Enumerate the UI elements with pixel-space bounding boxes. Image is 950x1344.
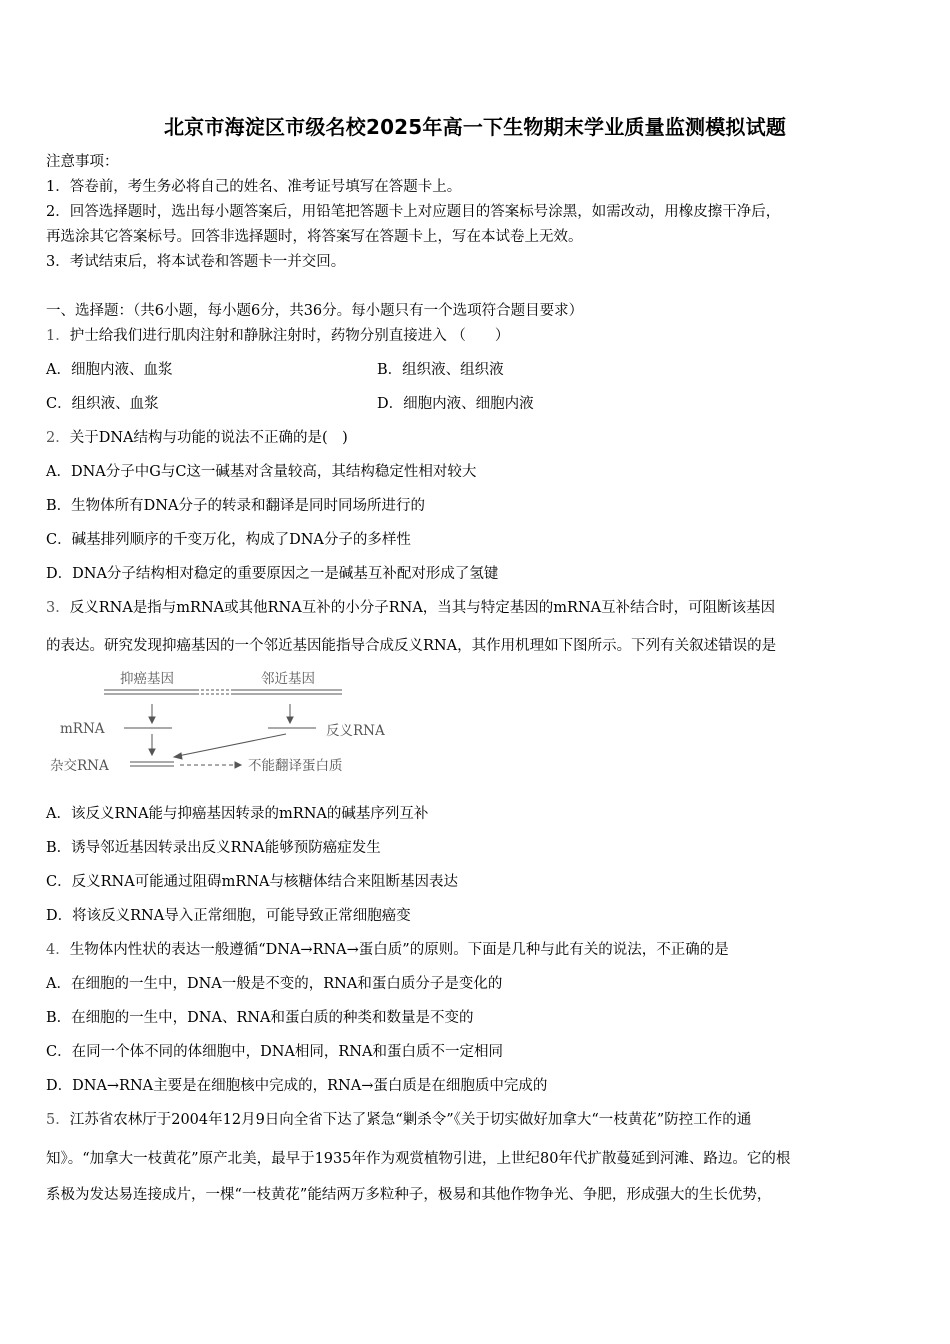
question-5-line-1 — [46, 1110, 916, 1130]
result-label: 不能翻译蛋白质 — [248, 758, 343, 774]
question-number: 4． — [46, 942, 70, 958]
section-heading: 一、选择题：（共6小题，每小题6分，共36分。每小题只有一个选项符合题目要求） — [46, 303, 584, 319]
option-d: D．将该反义RNA导入正常细胞，可能导致正常细胞癌变 — [46, 908, 411, 924]
transcription-arrow-right — [287, 704, 293, 723]
question-text: 反义RNA是指与mRNA或其他RNA互补的小分子RNA，当其与特定基因的mRNA互补结合时，可阻断该基因 — [69, 600, 776, 616]
question-text: 护士给我们进行肌肉注射和静脉注射时，药物分别直接进入 （ ） — [69, 328, 510, 344]
notice-item-1: 1．答卷前，考生务必将自己的姓名、准考证号填写在答题卡上。 — [46, 179, 462, 195]
question-text: 江苏省农林厅于2004年12月9日向全省下达了紧急“剿杀令”《关于切实做好加拿大“一枝黄花”防控工作的通 — [69, 1112, 752, 1128]
gene2-label: 邻近基因 — [261, 671, 315, 687]
option-c: C．在同一个体不同的体细胞中，DNA相同，RNA和蛋白质不一定相同 — [46, 1044, 503, 1060]
option-d: D．DNA→RNA主要是在细胞核中完成的，RNA→蛋白质是在细胞质中完成的 — [46, 1078, 548, 1094]
question-number: 2． — [46, 430, 70, 446]
option-b: B．诱导邻近基因转录出反义RNA能够预防癌症发生 — [46, 840, 381, 856]
option-d: D．DNA分子结构相对稳定的重要原因之一是碱基互补配对形成了氢键 — [46, 566, 499, 582]
no-translation-arrow — [180, 762, 241, 768]
mrna-down-arrow — [149, 734, 155, 755]
question-3-stem-line-2: 的表达。研究发现抑癌基因的一个邻近基因能指导合成反义RNA，其作用机理如下图所示。下列有关叙述错误的是 — [46, 638, 777, 654]
question-text: 生物体内性状的表达一般遵循“DNA→RNA→蛋白质”的原则。下面是几种与此有关的说法，不正确的是 — [69, 942, 729, 958]
hybrid-rna-strand — [130, 762, 174, 766]
mrna-label: mRNA — [60, 721, 105, 737]
option-b: B．生物体所有DNA分子的转录和翻译是同时同场所进行的 — [46, 498, 425, 514]
question-1-options-row-1 — [46, 360, 916, 380]
option-d: D．细胞内液、细胞内液 — [377, 396, 534, 412]
option-a: A．该反义RNA能与抑癌基因转录的mRNA的碱基序列互补 — [46, 806, 429, 822]
option-c: C．组织液、血浆 — [46, 396, 159, 412]
question-4-stem — [46, 940, 916, 960]
question-text: 关于DNA结构与功能的说法不正确的是( ) — [69, 430, 348, 446]
question-5-line-3: 系极为发达易连接成片，一棵“一枝黄花”能结两万多粒种子，极易和其他作物争光、争肥，形成强大的生长优势， — [46, 1187, 772, 1203]
option-b: B．在细胞的一生中，DNA、RNA和蛋白质的种类和数量是不变的 — [46, 1010, 474, 1026]
antisense-label: 反义RNA — [326, 723, 385, 739]
question-1-stem — [46, 326, 916, 346]
antisense-binding-arrow — [174, 734, 286, 759]
transcription-arrow-left — [149, 704, 155, 723]
question-5-line-2: 知》。“加拿大一枝黄花”原产北美，最早于1935年作为观赏植物引进，上世纪80年代扩散蔓延到河滩、路边。它的根 — [46, 1151, 791, 1167]
question-number: 1． — [46, 328, 70, 344]
question-number: 5． — [46, 1112, 70, 1128]
gene1-label: 抑癌基因 — [120, 671, 174, 687]
hybrid-label: 杂交RNA — [50, 758, 109, 774]
notice-heading: 注意事项： — [46, 154, 119, 170]
notice-item-3: 3．考试结束后，将本试卷和答题卡一并交回。 — [46, 254, 346, 270]
option-b: B．组织液、组织液 — [377, 362, 504, 378]
option-c: C．反义RNA可能通过阻碍mRNA与核糖体结合来阻断基因表达 — [46, 874, 458, 890]
dna-double-strand — [104, 690, 342, 694]
notice-item-2-cont: 再选涂其它答案标号。回答非选择题时，将答案写在答题卡上，写在本试卷上无效。 — [46, 229, 583, 245]
option-a: A．在细胞的一生中，DNA一般是不变的，RNA和蛋白质分子是变化的 — [46, 976, 503, 992]
option-c: C．碱基排列顺序的千变万化，构成了DNA分子的多样性 — [46, 532, 411, 548]
page-title: 北京市海淀区市级名校2025年高一下生物期末学业质量监测模拟试题 — [163, 115, 787, 139]
question-1-options-row-2 — [46, 394, 916, 414]
antisense-rna-diagram — [46, 664, 406, 782]
option-a: A．DNA分子中G与C这一碱基对含量较高，其结构稳定性相对较大 — [46, 464, 477, 480]
question-3-stem-line-1 — [46, 598, 916, 618]
question-2-stem — [46, 428, 916, 448]
option-a: A．细胞内液、血浆 — [46, 362, 173, 378]
notice-item-2: 2．回答选择题时，选出每小题答案后，用铅笔把答题卡上对应题目的答案标号涂黑，如需改动，用橡皮擦干净后， — [46, 204, 781, 220]
question-number: 3． — [46, 600, 70, 616]
